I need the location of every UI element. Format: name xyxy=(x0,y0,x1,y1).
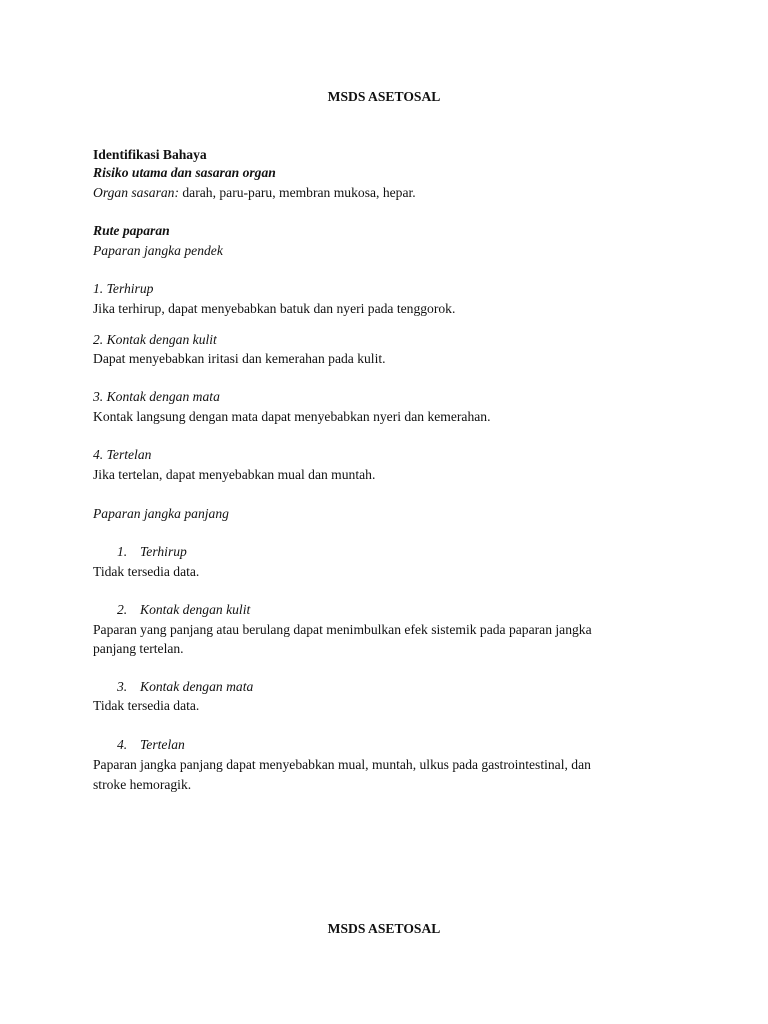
long-term-item-text: stroke hemoragik. xyxy=(93,777,192,792)
short-term-item-label: 1. Terhirup xyxy=(93,281,154,296)
long-term-item-label: Tertelan xyxy=(140,737,185,752)
long-term-item-number: 1. xyxy=(117,544,128,559)
short-term-item-label: 4. Tertelan xyxy=(93,447,152,462)
section-heading-exposure-route: Rute paparan xyxy=(93,223,170,238)
long-term-item-number: 3. xyxy=(117,679,128,694)
organ-target-value: darah, paru-paru, membran mukosa, hepar. xyxy=(178,185,416,200)
long-term-item-text: Tidak tersedia data. xyxy=(93,564,200,579)
long-term-item-label: Kontak dengan mata xyxy=(140,679,254,694)
organ-target-label: Organ sasaran: xyxy=(93,185,179,200)
long-term-item-label: Terhirup xyxy=(140,544,187,559)
short-term-item-label: 2. Kontak dengan kulit xyxy=(93,332,217,347)
short-term-item-text: Jika tertelan, dapat menyebabkan mual dan muntah. xyxy=(93,467,376,482)
long-term-item-text: Paparan jangka panjang dapat menyebabkan mual, muntah, ulkus pada gastrointestinal, dan xyxy=(93,757,591,772)
long-term-item-text: Tidak tersedia data. xyxy=(93,698,200,713)
organ-target-line xyxy=(93,184,416,202)
subheading-risk-organs: Risiko utama dan sasaran organ xyxy=(93,165,276,180)
long-term-item-text: Paparan yang panjang atau berulang dapat menimbulkan efek sistemik pada paparan jangka xyxy=(93,622,592,637)
long-term-item-label: Kontak dengan kulit xyxy=(140,602,251,617)
short-term-item-text: Kontak langsung dengan mata dapat menyebabkan nyeri dan kemerahan. xyxy=(93,409,491,424)
long-term-heading: Paparan jangka panjang xyxy=(93,506,229,521)
short-term-heading: Paparan jangka pendek xyxy=(93,243,223,258)
section-heading-hazard-identification: Identifikasi Bahaya xyxy=(93,147,207,162)
next-page-title: MSDS ASETOSAL xyxy=(327,921,441,936)
short-term-item-label: 3. Kontak dengan mata xyxy=(93,389,220,404)
page-title: MSDS ASETOSAL xyxy=(327,89,441,104)
short-term-item-text: Jika terhirup, dapat menyebabkan batuk dan nyeri pada tenggorok. xyxy=(93,301,456,316)
short-term-item-text: Dapat menyebabkan iritasi dan kemerahan pada kulit. xyxy=(93,351,386,366)
long-term-item-number: 2. xyxy=(117,602,128,617)
long-term-item-number: 4. xyxy=(117,737,128,752)
long-term-item-text: panjang tertelan. xyxy=(93,641,184,656)
